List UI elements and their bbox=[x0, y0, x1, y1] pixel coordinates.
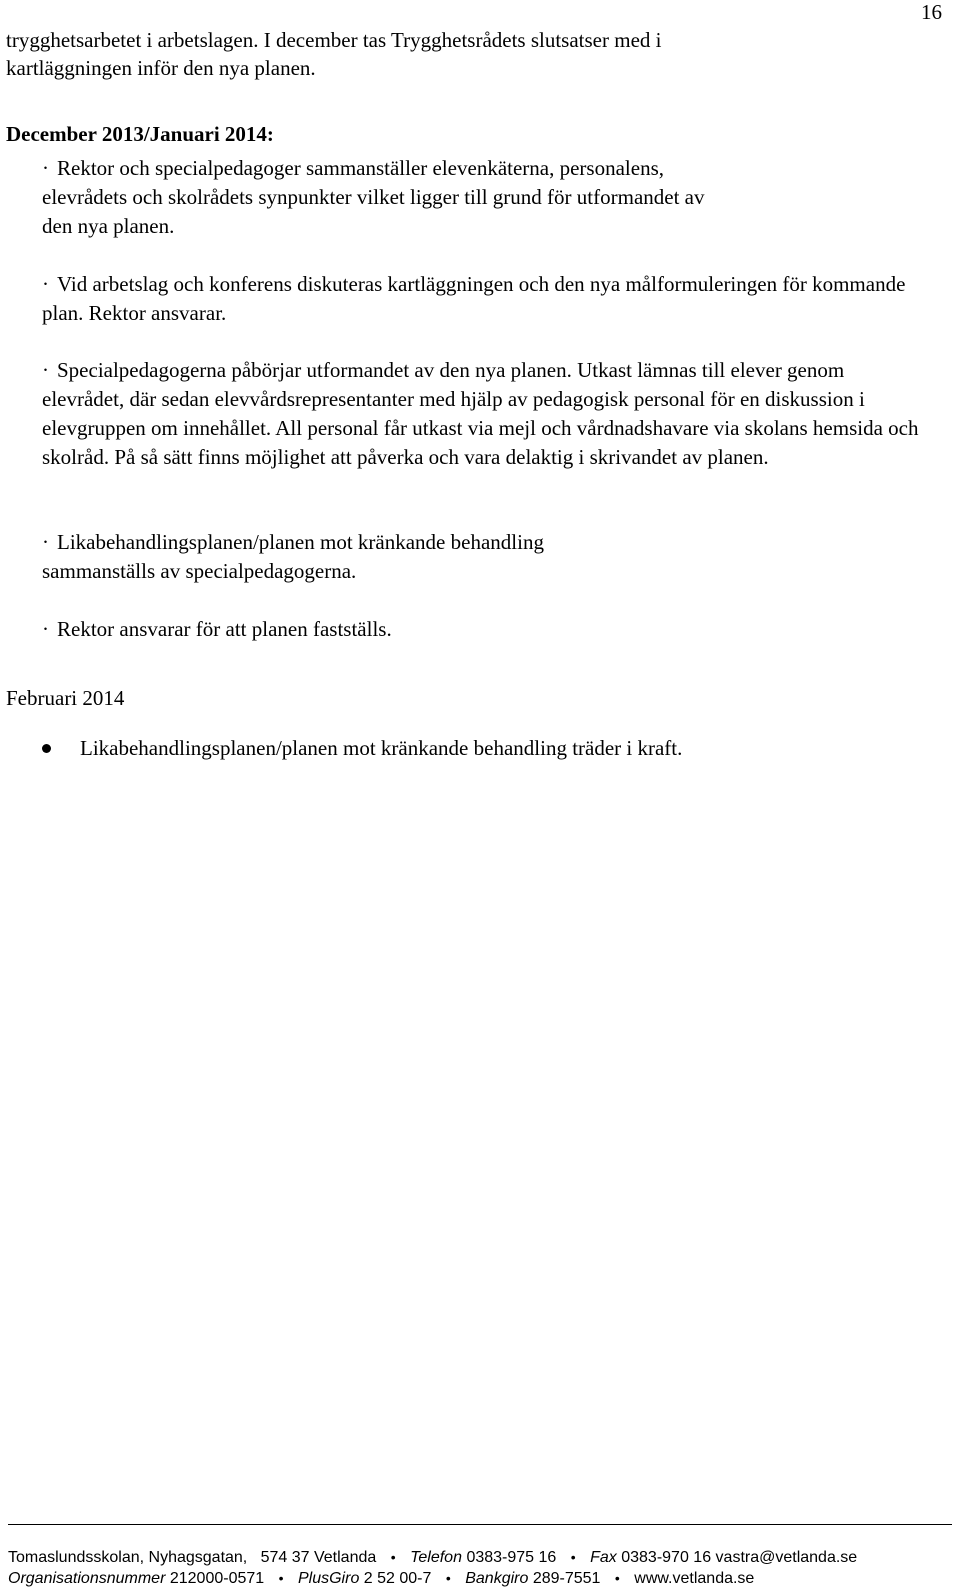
intro-paragraph bbox=[6, 26, 826, 82]
list-item-text: Rektor och specialpedagoger sammanställer elevenkäterna, personalens, elevrådets och skolrådets synpunkter vilket ligger till grund för utformandet av den nya planen. bbox=[42, 156, 705, 238]
footer-school: Tomaslundsskolan, Nyhagsgatan, bbox=[8, 1549, 248, 1566]
bullet-dot: · bbox=[42, 272, 49, 296]
footer-fax-label: Fax bbox=[590, 1549, 617, 1566]
bullet-dot: · bbox=[42, 358, 49, 382]
footer-divider bbox=[8, 1524, 952, 1525]
footer-separator: • bbox=[614, 1570, 620, 1586]
footer-fax: 0383-970 16 bbox=[621, 1549, 712, 1566]
footer-separator: • bbox=[278, 1570, 284, 1586]
footer-org: 212000-0571 bbox=[169, 1570, 265, 1587]
footer-plusgiro-label: PlusGiro bbox=[297, 1570, 360, 1587]
footer-separator: • bbox=[390, 1549, 396, 1565]
list-item-text: Rektor ansvarar för att planen fastställs. bbox=[57, 617, 392, 641]
footer-email: vastra@vetlanda.se bbox=[715, 1549, 858, 1566]
list-item bbox=[42, 356, 922, 472]
list-item bbox=[42, 154, 722, 241]
footer-org-label: Organisationsnummer bbox=[8, 1570, 166, 1587]
list-item-text: Likabehandlingsplanen/planen mot kränkande behandling sammanställs av specialpedagogerna. bbox=[42, 530, 544, 583]
list-item-text: Likabehandlingsplanen/planen mot kränkande behandling träder i kraft. bbox=[80, 736, 683, 760]
footer-website: www.vetlanda.se bbox=[634, 1570, 755, 1587]
footer-separator: • bbox=[445, 1570, 451, 1586]
footer-bankgiro-label: Bankgiro bbox=[465, 1570, 529, 1587]
bullet-disc-icon bbox=[42, 744, 51, 753]
footer-address: 574 37 Vetlanda bbox=[260, 1549, 377, 1566]
list-item-text: Specialpedagogerna påbörjar utformandet av den nya planen. Utkast lämnas till elever genom elevrådet, där sedan elevvårdsrepresentanter med hjälp av pedagogisk personal för en diskussion i elevgruppen om innehållet. All personal får utkast via mejl och vårdnadshavare via skolans hemsida och skolråd. På så sätt finns möjlighet att påverka och vara delaktig i skrivandet av planen. bbox=[42, 358, 919, 469]
footer-bankgiro: 289-7551 bbox=[532, 1570, 601, 1587]
bullet-dot: · bbox=[42, 530, 49, 554]
footer-plusgiro: 2 52 00-7 bbox=[363, 1570, 432, 1587]
list-item bbox=[42, 615, 922, 644]
list-item-text: Vid arbetslag och konferens diskuteras kartläggningen och den nya målformuleringen för kommande plan. Rektor ansvarar. bbox=[42, 272, 906, 325]
footer-line-1 bbox=[8, 1546, 952, 1569]
bullet-dot: · bbox=[42, 156, 49, 180]
intro-line-2: kartläggningen inför den nya planen. bbox=[6, 56, 316, 80]
section-heading-february: Februari 2014 bbox=[6, 686, 125, 710]
section-heading-december: December 2013/Januari 2014: bbox=[6, 122, 274, 146]
footer-line-2 bbox=[8, 1567, 952, 1590]
intro-line-1: trygghetsarbetet i arbetslagen. I december tas Trygghetsrådets slutsatser med i bbox=[6, 28, 662, 52]
list-item bbox=[42, 528, 662, 586]
footer-phone-label: Telefon bbox=[410, 1549, 462, 1566]
footer-separator: • bbox=[570, 1549, 576, 1565]
footer-phone: 0383-975 16 bbox=[466, 1549, 557, 1566]
list-item bbox=[42, 270, 922, 328]
page-number: 16 bbox=[921, 0, 942, 24]
bullet-dot: · bbox=[42, 617, 49, 641]
